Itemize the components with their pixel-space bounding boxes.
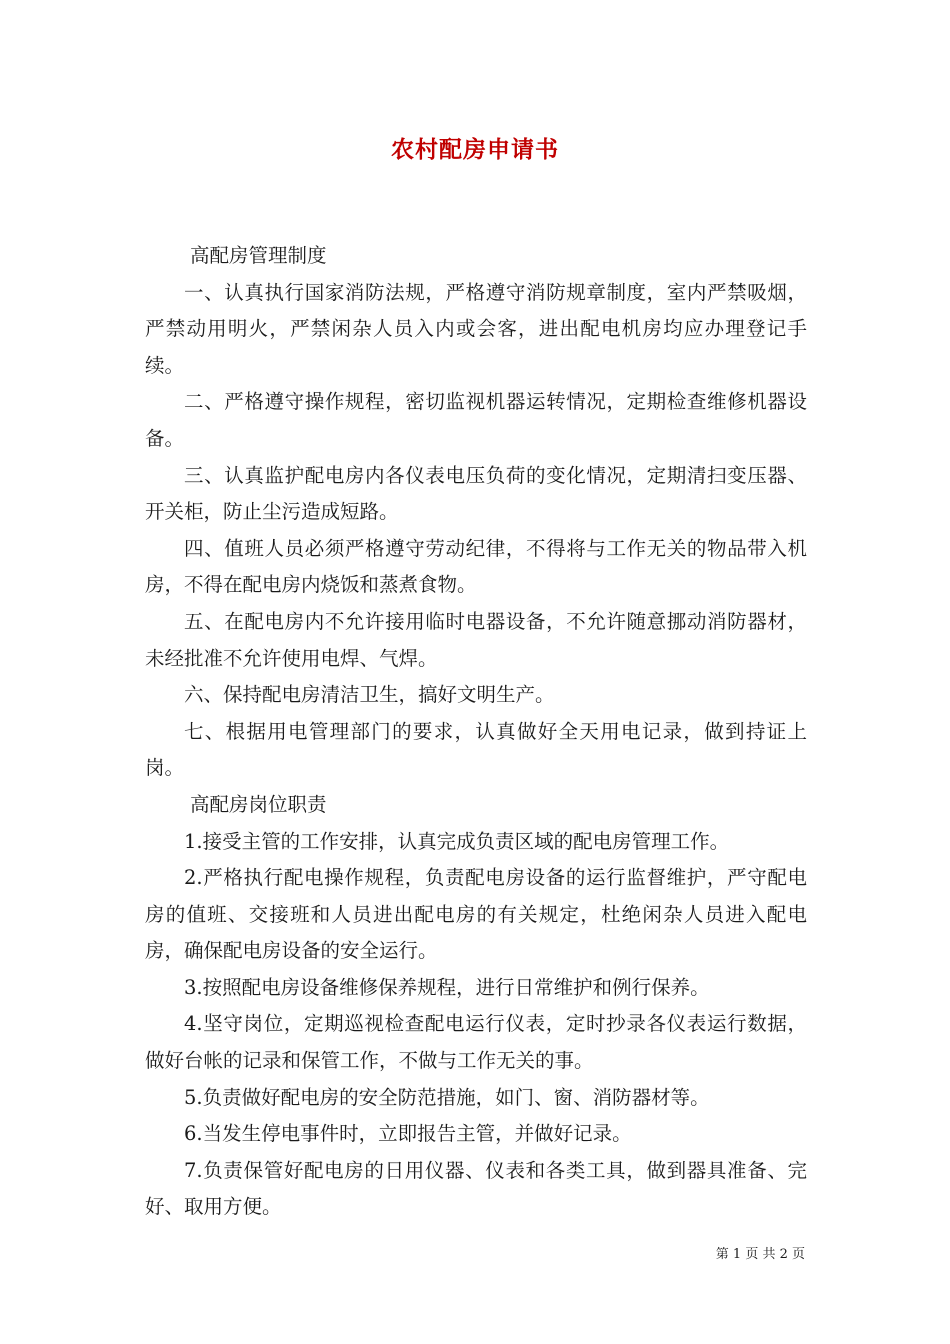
duty-paragraph: 4.坚守岗位，定期巡视检查配电运行仪表，定时抄录各仪表运行数据，做好台帐的记录和保管工作，不做与工作无关的事。 (145, 1012, 807, 1073)
document-title: 农村配房申请书 (391, 136, 559, 163)
section-heading-management-rules: 高配房管理制度 (190, 244, 327, 267)
rule-paragraph: 七、根据用电管理部门的要求，认真做好全天用电记录，做到持证上岗。 (145, 719, 807, 780)
section-heading-job-duties: 高配房岗位职责 (190, 792, 327, 816)
rule-paragraph: 二、严格遵守操作规程，密切监视机器运转情况，定期检查维修机器设备。 (145, 390, 807, 450)
rule-paragraph: 三、认真监护配电房内各仪表电压负荷的变化情况，定期清扫变压器、开关柜，防止尘污造成短路。 (145, 463, 807, 524)
document-body (145, 238, 807, 1226)
duty-paragraph: 5.负责做好配电房的安全防范措施，如门、窗、消防器材等。 (184, 1085, 710, 1109)
rule-paragraph: 五、在配电房内不允许接用临时电器设备，不允许随意挪动消防器材，未经批准不允许使用电焊、气焊。 (145, 609, 807, 670)
rule-paragraph: 六、保持配电房清洁卫生，搞好文明生产。 (184, 683, 555, 707)
duty-paragraph: 6.当发生停电事件时，立即报告主管，并做好记录。 (184, 1122, 632, 1146)
rule-paragraph: 一、认真执行国家消防法规，严格遵守消防规章制度，室内严禁吸烟，严禁动用明火，严禁闲杂人员入内或会客，进出配电机房均应办理登记手续。 (145, 280, 807, 377)
duty-paragraph: 3.按照配电房设备维修保养规程，进行日常维护和例行保养。 (184, 975, 710, 999)
duty-paragraph: 1.接受主管的工作安排，认真完成负责区域的配电房管理工作。 (184, 829, 730, 853)
duty-paragraph: 2.严格执行配电操作规程，负责配电房设备的运行监督维护，严守配电房的值班、交接班和人员进出配电房的有关规定，杜绝闲杂人员进入配电房，确保配电房设备的安全运行。 (145, 866, 807, 963)
page-number: 第 1 页 共 2 页 (715, 1247, 805, 1262)
rule-paragraph: 四、值班人员必须严格遵守劳动纪律，不得将与工作无关的物品带入机房，不得在配电房内烧饭和蒸煮食物。 (145, 536, 807, 597)
duty-paragraph: 7.负责保管好配电房的日用仪器、仪表和各类工具，做到器具准备、完好、取用方便。 (145, 1158, 807, 1219)
